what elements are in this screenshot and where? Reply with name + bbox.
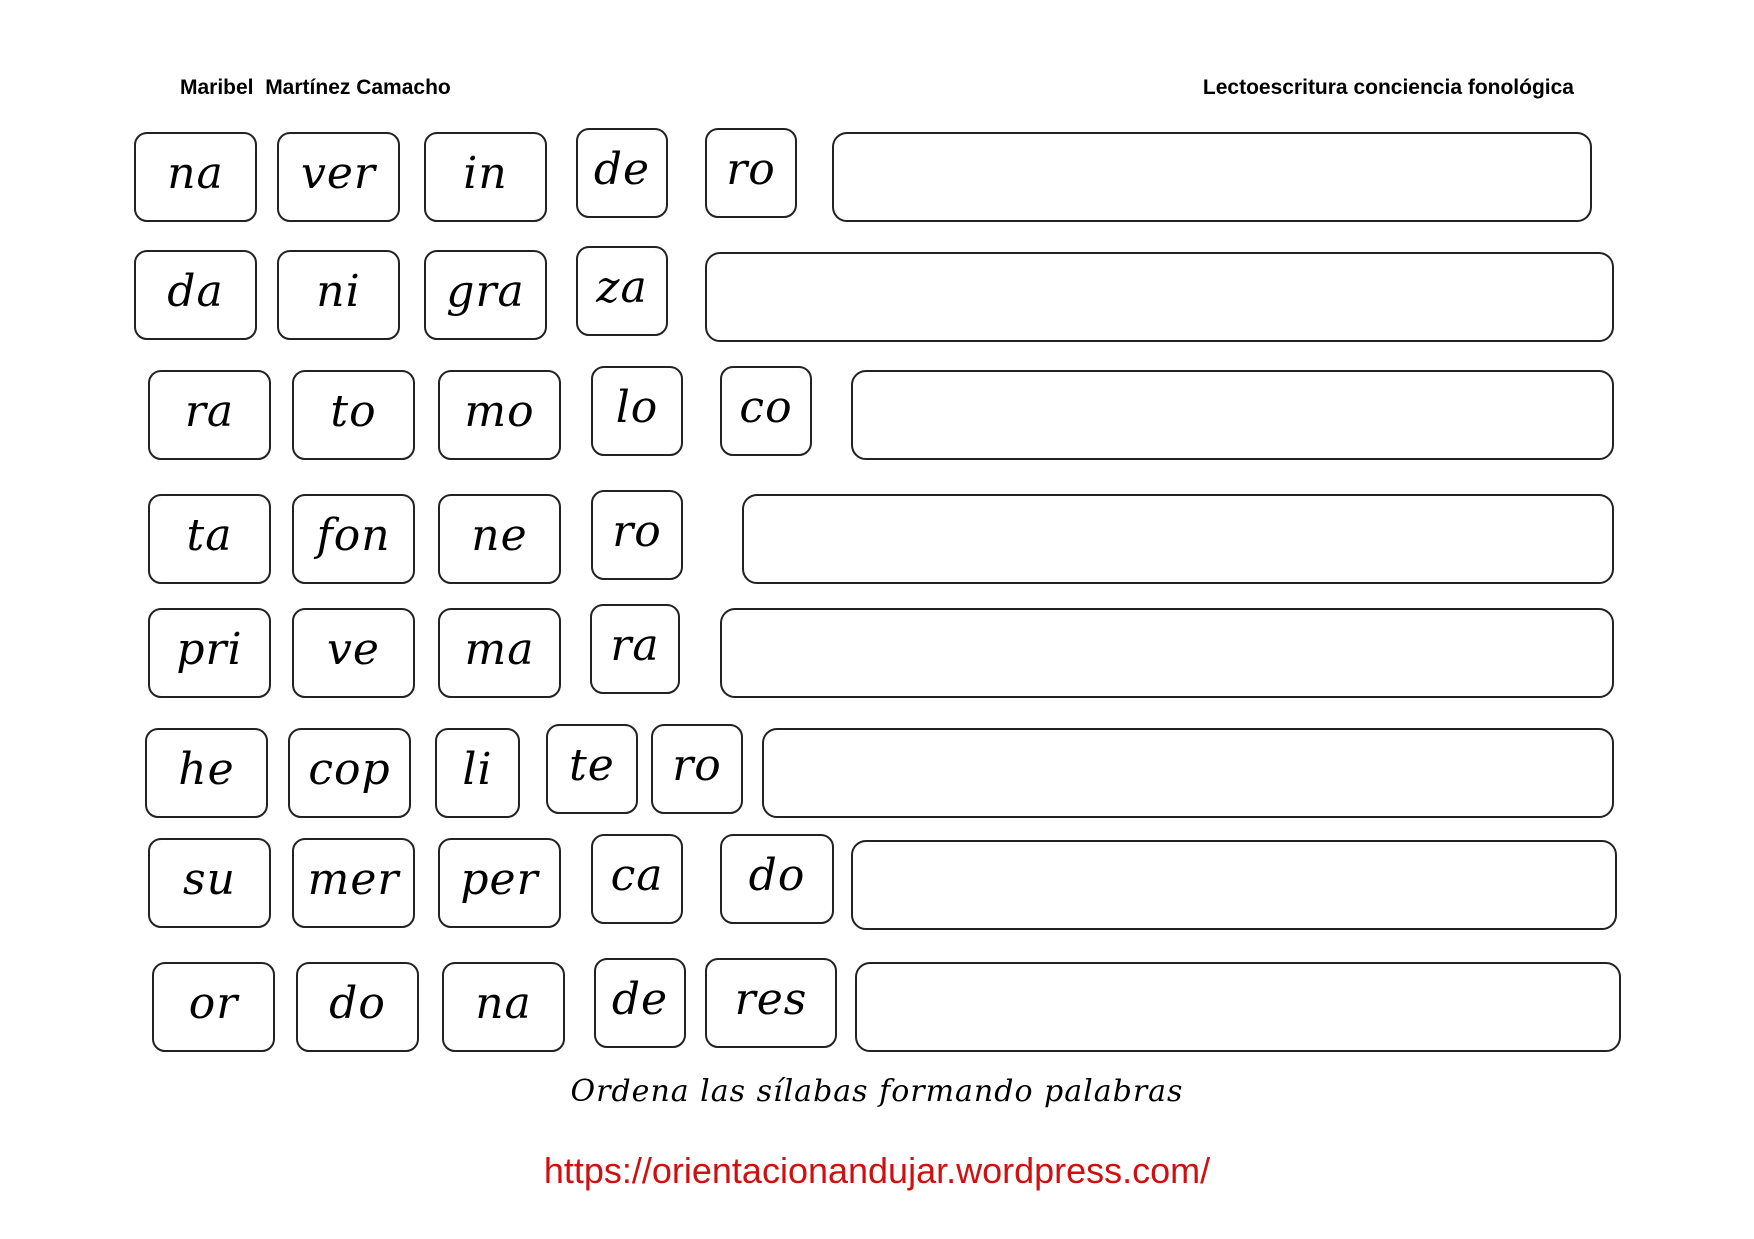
syllable-card: co (720, 366, 812, 456)
answer-field[interactable] (851, 840, 1617, 930)
syllable-card: ra (148, 370, 271, 460)
instruction-text: Ordena las sílabas formando palabras (570, 1074, 1184, 1109)
syllable-card: na (134, 132, 257, 222)
syllable-card: do (720, 834, 834, 924)
answer-field[interactable] (705, 252, 1614, 342)
syllable-card: fon (292, 494, 415, 584)
syllable-card: ne (438, 494, 561, 584)
syllable-card: pri (148, 608, 271, 698)
syllable-card: gra (424, 250, 547, 340)
syllable-card: su (148, 838, 271, 928)
footer-url[interactable]: https://orientacionandujar.wordpress.com/ (543, 1150, 1211, 1191)
syllable-card: ro (651, 724, 743, 814)
answer-field[interactable] (720, 608, 1614, 698)
answer-field[interactable] (855, 962, 1621, 1052)
syllable-card: ro (705, 128, 797, 218)
syllable-card: res (705, 958, 837, 1048)
syllable-card: de (576, 128, 668, 218)
syllable-card: ver (277, 132, 400, 222)
syllable-card: or (152, 962, 275, 1052)
syllable-card: na (442, 962, 565, 1052)
syllable-card: te (546, 724, 638, 814)
syllable-card: ve (292, 608, 415, 698)
syllable-card: ta (148, 494, 271, 584)
syllable-card: to (292, 370, 415, 460)
syllable-card: ra (590, 604, 680, 694)
syllable-card: ma (438, 608, 561, 698)
syllable-card: lo (591, 366, 683, 456)
syllable-card: cop (288, 728, 411, 818)
syllable-card: da (134, 250, 257, 340)
syllable-card: ca (591, 834, 683, 924)
syllable-card: ro (591, 490, 683, 580)
answer-field[interactable] (742, 494, 1614, 584)
syllable-card: ni (277, 250, 400, 340)
worksheet-subject: Lectoescritura conciencia fonológica (1202, 76, 1574, 99)
syllable-card: mer (292, 838, 415, 928)
syllable-card: li (435, 728, 520, 818)
author-name: Maribel Martínez Camacho (180, 76, 451, 99)
syllable-card: do (296, 962, 419, 1052)
syllable-card: in (424, 132, 547, 222)
syllable-card: he (145, 728, 268, 818)
syllable-card: mo (438, 370, 561, 460)
answer-field[interactable] (762, 728, 1614, 818)
syllable-card: za (576, 246, 668, 336)
syllable-card: per (438, 838, 561, 928)
answer-field[interactable] (832, 132, 1592, 222)
syllable-card: de (594, 958, 686, 1048)
answer-field[interactable] (851, 370, 1614, 460)
